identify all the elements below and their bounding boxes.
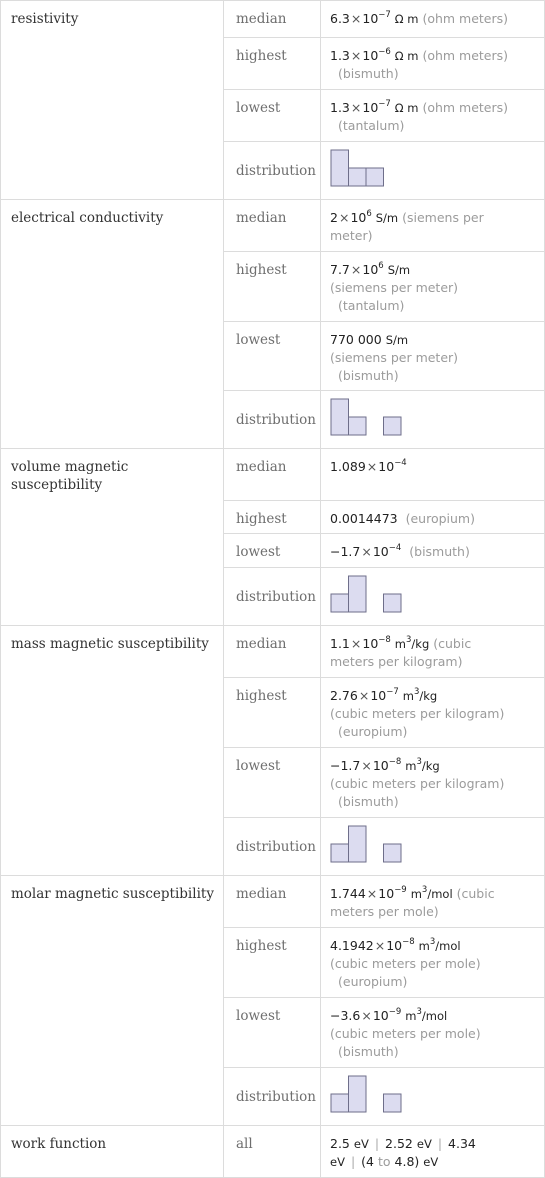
property-name-resistivity: [1, 1, 224, 200]
stat-value-volume-highest: [321, 501, 545, 534]
unit: eV: [423, 1155, 439, 1169]
unit-description: (ohm meters): [422, 11, 509, 26]
distribution-cell: [321, 142, 545, 200]
times-sign: ×: [366, 886, 378, 901]
times-sign: ×: [338, 210, 350, 225]
property-label: molar magnetic susceptibility: [11, 886, 214, 902]
table-row: [1, 1, 545, 38]
element-name: (bismuth): [409, 544, 470, 559]
separator: |: [350, 1154, 356, 1169]
mantissa: 4.1942: [330, 938, 374, 953]
times-sign: ×: [350, 48, 362, 63]
distribution-cell: [321, 391, 545, 449]
table-row: [1, 200, 545, 252]
histogram-bar: [384, 844, 402, 862]
stat-value-molar-lowest: [321, 998, 545, 1068]
stat-value-volume-median: [321, 449, 545, 501]
stat-label-text: median: [236, 210, 287, 226]
stat-label-text: lowest: [236, 332, 281, 348]
exponent: 6: [366, 209, 372, 219]
range-to: to: [378, 1154, 391, 1169]
stat-value-mass-highest: [321, 678, 545, 748]
stat-value-conductivity-lowest: [321, 322, 545, 391]
unit: S/m: [375, 211, 399, 225]
property-name-molar-magnetic: [1, 876, 224, 1126]
times-sign: ×: [361, 544, 372, 559]
unit: m: [410, 887, 422, 901]
base-ten: 10: [372, 1008, 389, 1023]
stat-label-text: distribution: [236, 588, 316, 605]
property-name-volume-magnetic: [1, 449, 224, 626]
unit-description: (cubic meters per kilogram): [330, 776, 505, 791]
unit-description: (siemens per: [402, 210, 484, 225]
stat-label-text: distribution: [236, 411, 316, 428]
base-ten: 10: [378, 886, 395, 901]
stat-label: [224, 322, 321, 391]
unit-description: (siemens per meter): [330, 350, 459, 365]
unit: Ω m: [394, 101, 419, 115]
histogram-bar: [349, 1076, 367, 1112]
histogram-bar: [384, 1094, 402, 1112]
stat-label-text: distribution: [236, 162, 316, 179]
stat-value-conductivity-median: [321, 200, 545, 252]
distribution-histogram: [330, 1074, 410, 1120]
element-name: (bismuth): [338, 794, 399, 809]
mantissa: 2: [330, 210, 338, 225]
mantissa: −3.6: [330, 1008, 361, 1023]
unit-tail: /kg: [411, 637, 430, 651]
unit-exponent: 3: [416, 1007, 422, 1017]
base-ten: 10: [372, 544, 389, 559]
unit-description: (cubic: [456, 886, 495, 901]
times-sign: ×: [350, 636, 362, 651]
stat-label: [224, 90, 321, 142]
histogram-bar: [384, 594, 402, 612]
stat-value-molar-highest: [321, 928, 545, 998]
separator: |: [374, 1136, 380, 1151]
table-row: [1, 1126, 545, 1178]
mantissa: 2.76: [330, 688, 358, 703]
stat-label-text: all: [236, 1136, 253, 1152]
exponent: −6: [378, 47, 391, 57]
unit-exponent: 3: [416, 757, 422, 767]
stat-label: [224, 1068, 321, 1126]
stat-label-text: median: [236, 636, 287, 652]
histogram-bar: [331, 150, 349, 186]
mantissa: 1.089: [330, 459, 366, 474]
unit: S/m: [387, 263, 411, 277]
unit: m: [394, 637, 406, 651]
stat-label-text: lowest: [236, 758, 281, 774]
stat-label: [224, 678, 321, 748]
unit-description: (cubic: [433, 636, 472, 651]
unit-description: (cubic meters per mole): [330, 1026, 481, 1041]
separator: |: [437, 1136, 443, 1151]
unit: m: [405, 759, 417, 773]
times-sign: ×: [366, 459, 378, 474]
stat-label-text: highest: [236, 688, 287, 704]
stat-value-resistivity-highest: [321, 38, 545, 90]
times-sign: ×: [350, 100, 362, 115]
mantissa: 1.3: [330, 48, 350, 63]
exponent: −8: [388, 757, 402, 767]
stat-value-work-function-all: [321, 1126, 545, 1178]
property-name-mass-magnetic: [1, 626, 224, 876]
histogram-bar: [331, 594, 349, 612]
times-sign: ×: [350, 262, 362, 277]
unit-exponent: 3: [406, 635, 412, 645]
distribution-histogram: [330, 574, 410, 620]
stat-label-text: median: [236, 11, 287, 27]
unit: m: [402, 689, 414, 703]
base-ten: 10: [362, 100, 379, 115]
unit-tail: /kg: [419, 689, 438, 703]
base-ten: 10: [370, 688, 387, 703]
times-sign: ×: [361, 1008, 372, 1023]
stat-label-text: highest: [236, 511, 287, 527]
stat-label: [224, 1, 321, 38]
unit-description: (cubic meters per mole): [330, 956, 481, 971]
element-name: (europium): [338, 974, 408, 989]
element-name: (europium): [338, 724, 408, 739]
unit: m: [418, 939, 430, 953]
table-row: [1, 876, 545, 928]
mantissa: −1.7: [330, 544, 361, 559]
stat-label-text: highest: [236, 48, 287, 64]
distribution-histogram: [330, 148, 410, 194]
base-ten: 10: [362, 11, 379, 26]
stat-label: [224, 501, 321, 534]
exponent: −7: [378, 99, 391, 109]
stat-label: [224, 38, 321, 90]
exponent: −8: [378, 635, 391, 645]
stat-label-text: lowest: [236, 1008, 281, 1024]
unit-description: (ohm meters): [422, 100, 509, 115]
exponent: −4: [388, 543, 402, 553]
stat-label: [224, 1126, 321, 1178]
stat-value-mass-lowest: [321, 748, 545, 818]
distribution-cell: [321, 818, 545, 876]
stat-label-text: highest: [236, 262, 287, 278]
unit-tail: /mol: [421, 1009, 448, 1023]
property-label-cont: susceptibility: [11, 477, 103, 493]
stat-label: [224, 200, 321, 252]
histogram-bar: [349, 168, 367, 186]
histogram-bar: [366, 168, 384, 186]
property-label: mass magnetic susceptibility: [11, 636, 209, 652]
unit-description-cont: meters per mole): [330, 904, 439, 919]
stat-value-resistivity-lowest: [321, 90, 545, 142]
unit-exponent: 3: [421, 885, 428, 895]
stat-label: [224, 449, 321, 501]
mantissa: 7.7: [330, 262, 350, 277]
unit: Ω m: [394, 12, 419, 26]
unit: eV: [330, 1155, 345, 1169]
range-end: 4.8): [394, 1154, 420, 1169]
exponent: −8: [402, 937, 415, 947]
times-sign: ×: [358, 688, 370, 703]
mantissa: 1.744: [330, 886, 366, 901]
unit: eV: [353, 1137, 369, 1151]
property-label: volume magnetic: [11, 459, 129, 475]
stat-value-conductivity-highest: [321, 252, 545, 322]
stat-label-text: lowest: [236, 544, 281, 560]
stat-label: [224, 534, 321, 568]
stat-value-volume-lowest: [321, 534, 545, 568]
table-row: [1, 626, 545, 678]
stat-label-text: median: [236, 459, 287, 475]
exponent: −7: [386, 687, 399, 697]
stat-value-molar-median: [321, 876, 545, 928]
unit-exponent: 3: [413, 687, 420, 697]
stat-label: [224, 626, 321, 678]
stat-label: [224, 748, 321, 818]
stat-label: [224, 876, 321, 928]
exponent: −9: [394, 885, 407, 895]
mantissa: 1.3: [330, 100, 350, 115]
element-name: (tantalum): [338, 298, 405, 313]
base-ten: 10: [378, 459, 395, 474]
base-ten: 10: [350, 210, 367, 225]
stat-label: [224, 142, 321, 200]
base-ten: 10: [362, 262, 379, 277]
distribution-cell: [321, 1068, 545, 1126]
element-name: (bismuth): [338, 1044, 399, 1059]
histogram-bar: [349, 576, 367, 612]
mantissa: −1.7: [330, 758, 361, 773]
table-row: [1, 449, 545, 501]
histogram-bar: [349, 826, 367, 862]
histogram-bar: [331, 1094, 349, 1112]
unit-tail: /mol: [427, 887, 453, 901]
stat-label: [224, 568, 321, 626]
exponent: 6: [378, 261, 384, 271]
stat-label-text: distribution: [236, 838, 316, 855]
range-start: (4: [361, 1154, 375, 1169]
property-label: resistivity: [11, 11, 79, 27]
unit-description-cont: meter): [330, 228, 373, 243]
mantissa: 1.1: [330, 636, 350, 651]
stat-label: [224, 391, 321, 449]
unit: eV: [416, 1137, 432, 1151]
stat-value-resistivity-median: [321, 1, 545, 38]
element-name: (bismuth): [338, 368, 399, 383]
histogram-bar: [384, 417, 402, 435]
stat-label: [224, 928, 321, 998]
base-ten: 10: [362, 636, 379, 651]
stat-label-text: highest: [236, 938, 287, 954]
property-name-conductivity: [1, 200, 224, 449]
stat-label: [224, 252, 321, 322]
histogram-bar: [331, 399, 349, 435]
exponent: −4: [394, 458, 407, 468]
unit: Ω m: [394, 49, 419, 63]
property-label: work function: [11, 1136, 107, 1152]
unit-description: (cubic meters per kilogram): [330, 706, 505, 721]
unit-description: (siemens per meter): [330, 280, 459, 295]
property-label: electrical conductivity: [11, 210, 164, 226]
base-ten: 10: [362, 48, 379, 63]
distribution-cell: [321, 568, 545, 626]
value: 770 000: [330, 332, 382, 347]
element-name: (bismuth): [338, 66, 399, 81]
distribution-histogram: [330, 397, 410, 443]
histogram-bar: [331, 844, 349, 862]
times-sign: ×: [361, 758, 372, 773]
exponent: −7: [378, 10, 391, 20]
unit-description: (ohm meters): [422, 48, 509, 63]
stat-value-mass-median: [321, 626, 545, 678]
property-name-work-function: [1, 1126, 224, 1178]
element-name: (tantalum): [338, 118, 405, 133]
value: 2.5: [330, 1136, 350, 1151]
exponent: −9: [388, 1007, 402, 1017]
base-ten: 10: [372, 758, 389, 773]
unit-exponent: 3: [429, 937, 436, 947]
histogram-bar: [349, 417, 367, 435]
stat-label-text: median: [236, 886, 287, 902]
element-name: (europium): [405, 511, 475, 526]
value: 0.0014473: [330, 511, 398, 526]
stat-label: [224, 998, 321, 1068]
unit-description-cont: meters per kilogram): [330, 654, 463, 669]
value: 2.52: [385, 1136, 413, 1151]
unit: m: [405, 1009, 417, 1023]
stat-label: [224, 818, 321, 876]
unit-tail: /mol: [435, 939, 461, 953]
unit: S/m: [385, 333, 409, 347]
stat-label-text: distribution: [236, 1088, 316, 1105]
times-sign: ×: [374, 938, 386, 953]
times-sign: ×: [350, 11, 362, 26]
unit-tail: /kg: [421, 759, 440, 773]
distribution-histogram: [330, 824, 410, 870]
mantissa: 6.3: [330, 11, 350, 26]
stat-label-text: lowest: [236, 100, 281, 116]
value: 4.34: [448, 1136, 476, 1151]
base-ten: 10: [386, 938, 403, 953]
